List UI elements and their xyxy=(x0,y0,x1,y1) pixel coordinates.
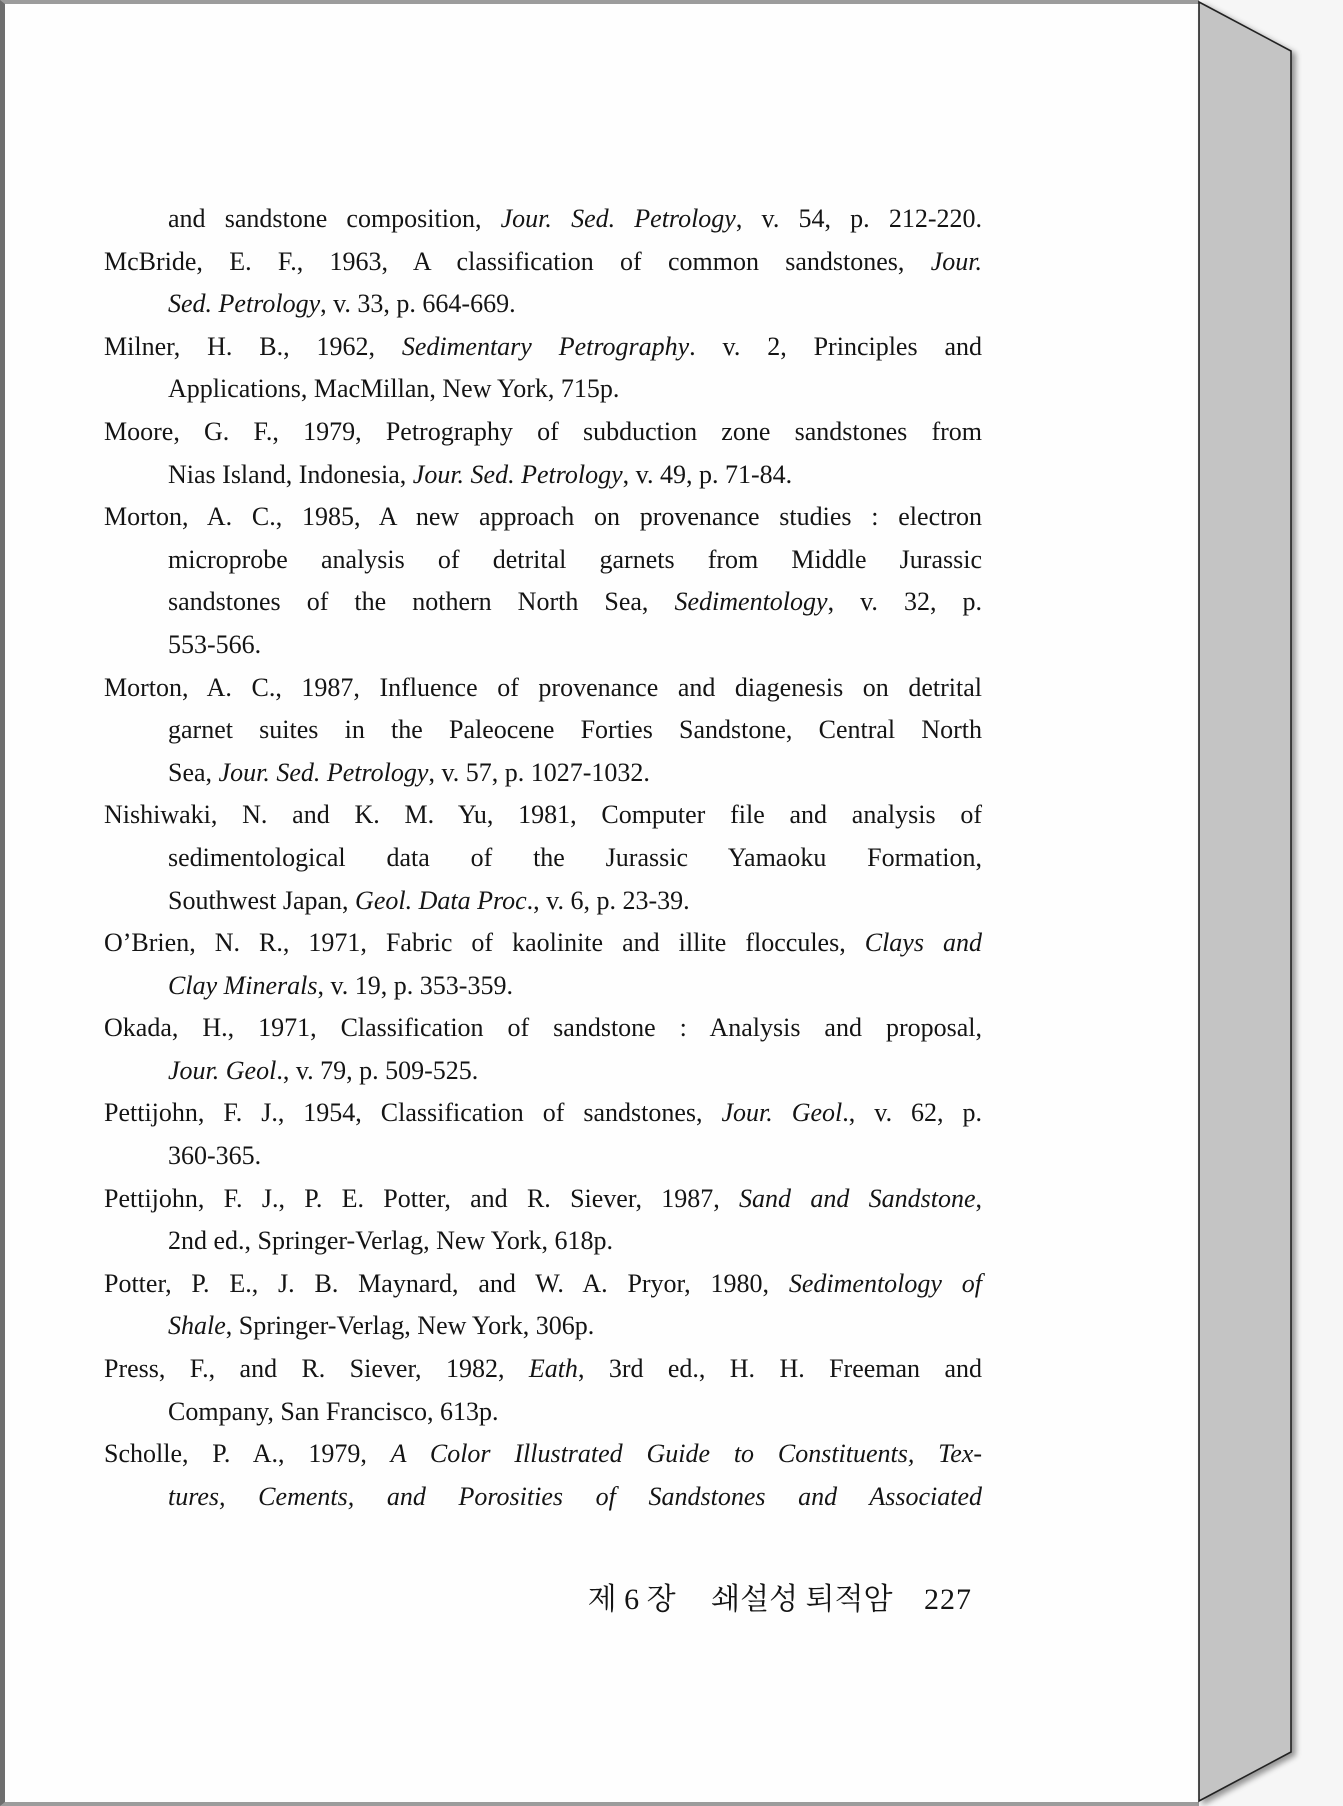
reference-line xyxy=(104,411,982,454)
reference-text: Nias Island, Indonesia, xyxy=(168,459,413,489)
reference-line xyxy=(104,1050,982,1093)
bibliography xyxy=(104,198,982,1518)
reference-text: Milner, H. B., 1962, xyxy=(104,331,402,361)
reference-text: garnet suites in the Paleocene Forties Sandstone, Central North xyxy=(168,715,982,745)
reference-text: ., v. 6, p. 23-39. xyxy=(526,885,690,915)
reference-text: and sandstone composition, xyxy=(168,204,501,233)
reference-line xyxy=(104,752,982,795)
reference-line xyxy=(104,624,982,667)
reference-text: , 3rd ed., H. H. Freeman and xyxy=(577,1354,982,1384)
reference-text: Pettijohn, F. J., 1954, Classification of sandstones, xyxy=(104,1098,722,1128)
reference-text: , xyxy=(975,1183,982,1213)
reference-text: Nishiwaki, N. and K. M. Yu, 1981, Computer file and analysis of xyxy=(104,800,982,830)
page-number: 227 xyxy=(924,1583,972,1616)
reference-line xyxy=(104,539,982,582)
reference-title-italic: Clays and xyxy=(864,928,982,958)
section-label: 쇄설성 퇴적암 xyxy=(711,1583,893,1616)
reference-line xyxy=(104,1220,982,1263)
reference-line xyxy=(104,880,982,923)
page-footer xyxy=(104,1574,972,1618)
reference-line xyxy=(104,368,982,411)
reference-line xyxy=(104,965,982,1008)
reference-line xyxy=(104,1007,982,1050)
reference-line xyxy=(104,326,982,369)
reference-title-italic: Sedimentology xyxy=(674,587,828,617)
reference-text: sedimentological data of the Jurassic Yamaoku Formation, xyxy=(168,842,982,872)
reference-text: , v. 32, p. xyxy=(827,587,983,617)
reference-line xyxy=(104,709,982,752)
reference-text: 360-365. xyxy=(168,1141,262,1171)
reference-title-italic: Jour. Geol xyxy=(168,1055,277,1085)
reference-line xyxy=(104,1092,982,1135)
reference-text: 2nd ed., Springer-Verlag, New York, 618p. xyxy=(168,1226,614,1256)
reference-title-italic: Geol. Data Proc xyxy=(355,885,527,915)
reference-line xyxy=(104,1391,982,1434)
book-fore-edge xyxy=(1196,0,1343,1806)
fore-edge-shape xyxy=(1199,2,1291,1801)
reference-line xyxy=(104,283,982,326)
reference-text: Press, F., and R. Siever, 1982, xyxy=(104,1354,529,1384)
reference-text: Morton, A. C., 1987, Influence of provenance and diagenesis on detrital xyxy=(104,672,982,702)
reference-line xyxy=(104,922,982,965)
reference-title-italic: A Color Illustrated Guide to Constituents, Tex- xyxy=(390,1439,982,1469)
reference-title-italic: Jour. xyxy=(930,246,982,276)
reference-text: Morton, A. C., 1985, A new approach on provenance studies : electron xyxy=(104,502,982,532)
reference-text: , v. 19, p. 353-359. xyxy=(317,970,513,1000)
reference-line xyxy=(104,1135,982,1178)
reference-line xyxy=(104,1178,982,1221)
reference-title-italic: Sedimentary Petrography xyxy=(401,331,690,361)
chapter-label: 제 6 장 xyxy=(587,1583,676,1616)
reference-text: , v. 57, p. 1027-1032. xyxy=(428,757,650,787)
reference-line xyxy=(104,581,982,624)
reference-line xyxy=(104,454,982,497)
reference-text: Pettijohn, F. J., P. E. Potter, and R. Siever, 1987, xyxy=(104,1183,740,1213)
reference-title-italic: Jour. Sed. Petrology xyxy=(218,757,429,787)
reference-text: microprobe analysis of detrital garnets from Middle Jurassic xyxy=(168,544,982,574)
reference-line xyxy=(104,496,982,539)
reference-text: Company, San Francisco, 613p. xyxy=(168,1396,499,1426)
reference-text: Potter, P. E., J. B. Maynard, and W. A. Pryor, 1980, xyxy=(104,1268,789,1298)
reference-text: Southwest Japan, xyxy=(168,885,356,915)
reference-title-italic: Clay Minerals xyxy=(168,970,318,1000)
reference-title-italic: Jour. Geol xyxy=(721,1098,843,1128)
reference-title-italic: Sedimentology of xyxy=(788,1268,982,1298)
reference-text: McBride, E. F., 1963, A classification of common sandstones, xyxy=(104,246,931,276)
reference-title-italic: Jour. Sed. Petrology xyxy=(412,459,623,489)
reference-line xyxy=(104,837,982,880)
reference-text: , v. 49, p. 71-84. xyxy=(622,459,793,489)
reference-text: , Springer-Verlag, New York, 306p. xyxy=(225,1311,595,1341)
reference-line xyxy=(104,241,982,284)
reference-title-italic: Jour. Sed. Petrology xyxy=(500,204,736,233)
reference-text: ., v. 79, p. 509-525. xyxy=(276,1055,479,1085)
reference-text: , v. 33, p. 664-669. xyxy=(320,289,516,319)
reference-line xyxy=(104,1433,982,1476)
reference-text: . v. 2, Principles and xyxy=(689,331,983,361)
reference-title-italic: Shale xyxy=(168,1311,226,1341)
reference-text: 553-566. xyxy=(168,629,262,659)
reference-text: , v. 54, p. 212-220. xyxy=(735,204,982,233)
reference-line xyxy=(104,198,982,241)
reference-line xyxy=(104,1305,982,1348)
reference-text: O’Brien, N. R., 1971, Fabric of kaolinite and illite floccules, xyxy=(104,928,865,958)
reference-line xyxy=(104,1348,982,1391)
reference-line xyxy=(104,1476,982,1519)
reference-text: sandstones of the nothern North Sea, xyxy=(168,587,675,617)
reference-text: Sea, xyxy=(168,757,219,787)
reference-title-italic: Sand and Sandstone xyxy=(739,1183,976,1213)
reference-line xyxy=(104,667,982,710)
reference-text: Moore, G. F., 1979, Petrography of subduction zone sandstones from xyxy=(104,416,982,446)
reference-text: Applications, MacMillan, New York, 715p. xyxy=(168,374,620,404)
reference-title-italic: Sed. Petrology xyxy=(168,289,321,319)
reference-text: ., v. 62, p. xyxy=(842,1098,983,1128)
reference-line xyxy=(104,794,982,837)
reference-text: Scholle, P. A., 1979, xyxy=(104,1439,391,1469)
reference-line xyxy=(104,1263,982,1306)
reference-title-italic: tures, Cements, and Porosities of Sandstones and Associated xyxy=(168,1481,982,1511)
reference-title-italic: Eath xyxy=(528,1354,578,1384)
reference-text: Okada, H., 1971, Classification of sandstone : Analysis and proposal, xyxy=(104,1013,982,1043)
